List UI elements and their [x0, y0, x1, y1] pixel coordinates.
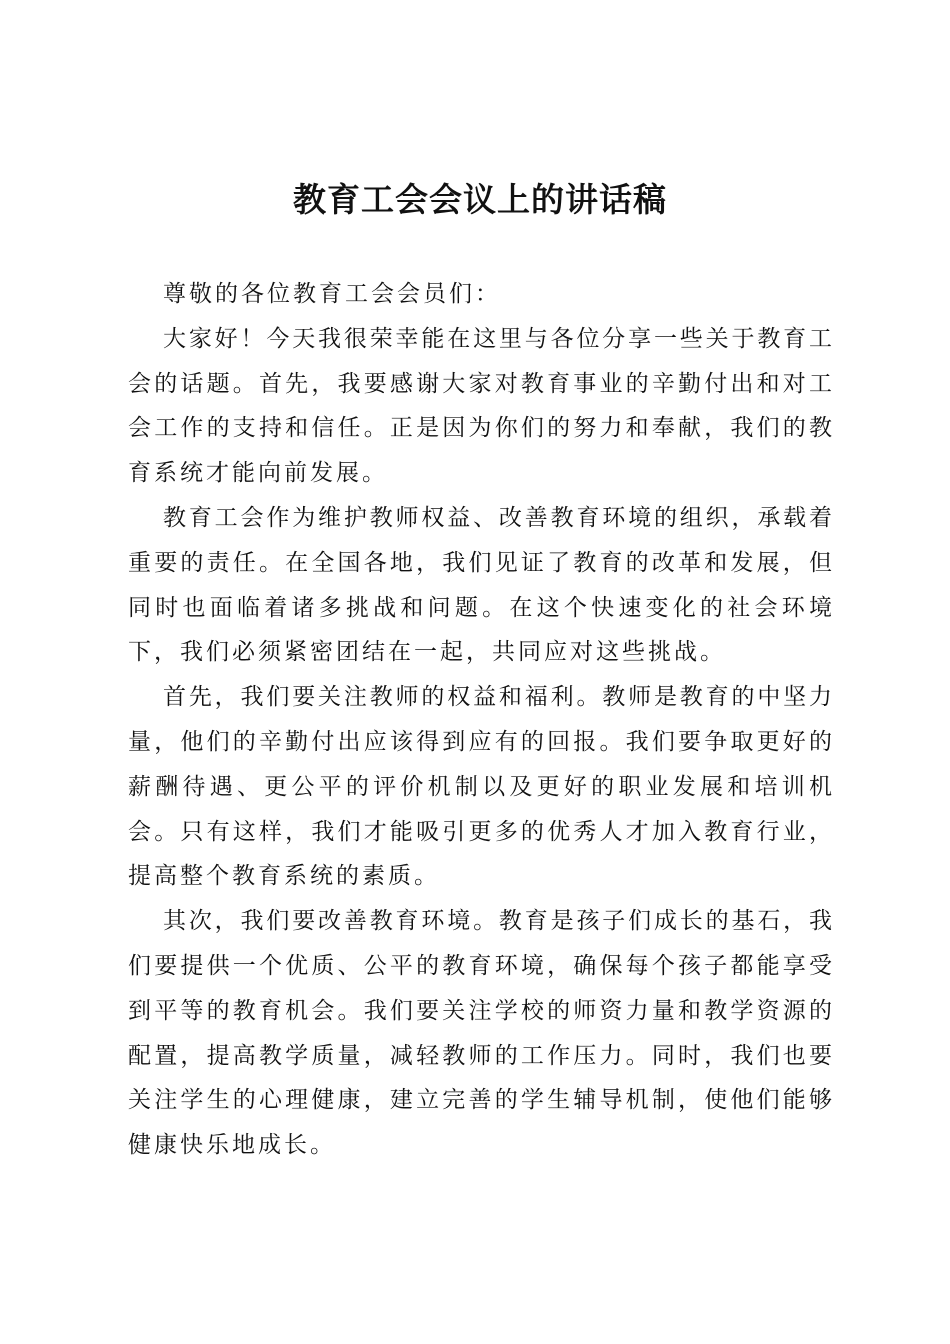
- text-line: 健康快乐地成长。: [128, 1132, 336, 1159]
- document-title: 教育工会会议上的讲话稿: [293, 180, 667, 219]
- text-line: 尊敬的各位教育工会会员们：: [163, 281, 501, 307]
- text-line: 量，他们的辛勤付出应该得到应有的回报。我们要争取更好的: [128, 728, 832, 755]
- document-body: [128, 274, 832, 1170]
- paragraph: [128, 498, 832, 677]
- text-line: 其次，我们要改善教育环境。教育是孩子们成长的基石，我: [163, 908, 832, 935]
- text-line: 同时也面临着诸多挑战和问题。在这个快速变化的社会环境: [128, 594, 832, 621]
- text-line: 下，我们必须紧密团结在一起，共同应对这些挑战。: [128, 639, 726, 666]
- text-line: 到平等的教育机会。我们要关注学校的师资力量和教学资源的: [128, 997, 832, 1024]
- text-line: 会。只有这样，我们才能吸引更多的优秀人才加入教育行业，: [128, 818, 832, 845]
- text-line: 首先，我们要关注教师的权益和福利。教师是教育的中坚力: [163, 684, 832, 711]
- text-line: 育系统才能向前发展。: [128, 460, 388, 487]
- paragraph: [128, 319, 832, 498]
- text-line: 会的话题。首先，我要感谢大家对教育事业的辛勤付出和对工: [128, 370, 832, 397]
- text-line: 薪酬待遇、更公平的评价机制以及更好的职业发展和培训机: [128, 773, 832, 800]
- paragraph: [128, 274, 832, 319]
- text-line: 重要的责任。在全国各地，我们见证了教育的改革和发展，但: [128, 549, 832, 576]
- text-line: 提高整个教育系统的素质。: [128, 863, 440, 890]
- paragraph: [128, 677, 832, 901]
- text-line: 大家好！今天我很荣幸能在这里与各位分享一些关于教育工: [163, 325, 832, 352]
- text-line: 们要提供一个优质、公平的教育环境，确保每个孩子都能享受: [128, 952, 832, 979]
- text-line: 教育工会作为维护教师权益、改善教育环境的组织，承载着: [163, 504, 832, 531]
- paragraph: [128, 901, 832, 1170]
- text-line: 会工作的支持和信任。正是因为你们的努力和奉献，我们的教: [128, 415, 832, 442]
- text-line: 配置，提高教学质量，减轻教师的工作压力。同时，我们也要: [128, 1042, 832, 1069]
- text-line: 关注学生的心理健康，建立完善的学生辅导机制，使他们能够: [128, 1087, 832, 1114]
